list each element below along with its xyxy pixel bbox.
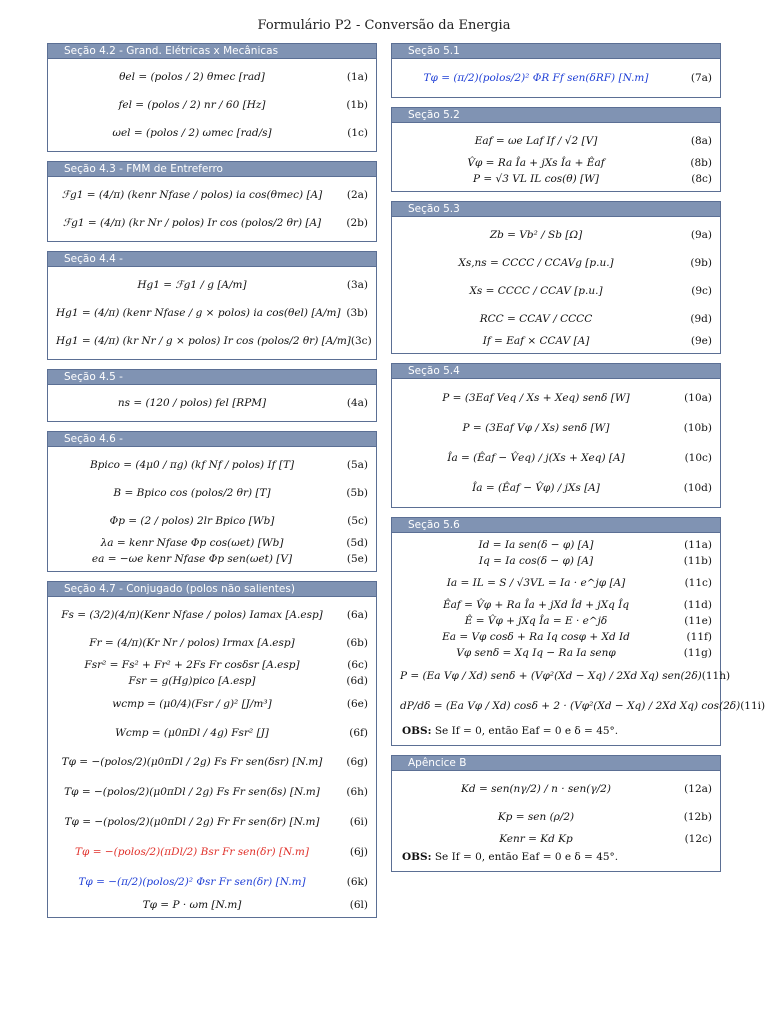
- section-header: Seção 4.4 -: [48, 252, 376, 267]
- equation-number: (11a): [684, 539, 712, 551]
- equation-number: (11c): [684, 577, 712, 589]
- equation-number: (10c): [684, 452, 712, 464]
- equation-row: [56, 271, 368, 299]
- equation-row: [400, 597, 712, 613]
- equation-row: [56, 689, 368, 719]
- equation-row: [56, 673, 368, 689]
- equation: Ea = Vφ cosδ + Ra Iq cosφ + Xd Id: [442, 631, 630, 643]
- equation-number: (9b): [690, 257, 712, 269]
- equation-row: [400, 553, 712, 569]
- equation: Xs,ns = CCCC / CCAVg [p.u.]: [458, 257, 614, 269]
- equation: Fr = (4/π)(Kr Nr / polos) Irmax [A.esp]: [89, 637, 295, 649]
- equation-row: [56, 897, 368, 913]
- equation-number: (11b): [683, 555, 712, 567]
- equation: Zb = Vb² / Sb [Ω]: [489, 229, 583, 241]
- section-header: Seção 5.3: [392, 202, 720, 217]
- equation-row: [56, 209, 368, 237]
- section-body: [392, 123, 720, 191]
- equation: P = (Ea Vφ / Xd) senδ + (Vφ²(Xd − Xq) / 2Xd Xq) sen(2δ): [400, 670, 702, 682]
- section-body: [392, 771, 720, 871]
- equation-row: [400, 155, 712, 171]
- equation: P = (3Eaf Vφ / Xs) senδ [W]: [462, 422, 610, 434]
- section-body: [48, 267, 376, 359]
- equation-number: (6k): [346, 876, 368, 888]
- equation: Bpico = (4μ0 / πg) (kf Nf / polos) If [T]: [89, 459, 295, 471]
- equation: ℱg1 = (4/π) (kenr Nfase / polos) ia cos(θmec) [A]: [61, 189, 323, 201]
- equation-number: (12a): [684, 783, 712, 795]
- equation: Tφ = −(polos/2)(μ0πDl / 2g) Fs Fr sen(δs) [N.m]: [64, 786, 320, 798]
- equation: Fsr = g(Hg)pico [A.esp]: [128, 675, 256, 687]
- equation: Tφ = −(polos/2)(μ0πDl / 2g) Fs Fr sen(δsr) [N.m]: [61, 756, 323, 768]
- equation-row: [400, 803, 712, 831]
- equation-number: (4a): [346, 397, 368, 409]
- equation: Tφ = −(polos/2)(μ0πDl / 2g) Fr Fr sen(δr) [N.m]: [64, 816, 320, 828]
- left-column: [47, 43, 377, 927]
- section-header: Seção 5.1: [392, 44, 720, 59]
- observation-note: [400, 847, 712, 867]
- equation-number: (5d): [346, 537, 368, 549]
- equation-row: [56, 837, 368, 867]
- equation: Iq = Ia cos(δ − φ) [A]: [478, 555, 594, 567]
- equation: Tφ = −(polos/2)(πDl/2) Bsr Fr sen(δr) [N.m]: [75, 846, 309, 858]
- observation-label: OBS:: [402, 851, 432, 863]
- section-header: Seção 4.2 - Grand. Elétricas x Mecânicas: [48, 44, 376, 59]
- equation-number: (2a): [346, 189, 368, 201]
- equation: V̂φ = Ra Îa + jXs Îa + Êaf: [467, 157, 605, 169]
- equation-row: [400, 277, 712, 305]
- equation: Tφ = −(π/2)(polos/2)² Φsr Fr sen(δr) [N.m]: [78, 876, 306, 888]
- equation: Tφ = P · ωm [N.m]: [142, 899, 242, 911]
- equation-row: [56, 777, 368, 807]
- equation: If = Eaf × CCAV [A]: [482, 335, 590, 347]
- equation-number: (6b): [346, 637, 368, 649]
- equation-row: [400, 305, 712, 333]
- equation-row: [56, 451, 368, 479]
- equation-row: [400, 537, 712, 553]
- equation-row: [56, 657, 368, 673]
- equation-row: [56, 507, 368, 535]
- section-body: [48, 59, 376, 151]
- equation: Kp = sen (ρ/2): [497, 811, 575, 823]
- formula-section: [391, 363, 721, 508]
- equation: ℱg1 = (4/π) (kr Nr / polos) Ir cos (polos/2 θr) [A]: [62, 217, 322, 229]
- observation-text: Se If = 0, então Eaf = 0 e δ = 45°.: [431, 725, 619, 737]
- equation-number: (6e): [346, 698, 368, 710]
- section-header: Apêncice B: [392, 756, 720, 771]
- section-body: [48, 177, 376, 241]
- equation-row: [400, 775, 712, 803]
- equation-number: (10a): [684, 392, 712, 404]
- formula-section: [47, 43, 377, 152]
- equation-row: [56, 629, 368, 657]
- equation-row: [400, 629, 712, 645]
- equation-number: (11i): [740, 700, 766, 712]
- equation-row: [56, 601, 368, 629]
- equation-number: (10b): [683, 422, 712, 434]
- equation-row: [56, 535, 368, 551]
- equation: Hg1 = ℱg1 / g [A/m]: [137, 279, 247, 291]
- equation: Fsr² = Fs² + Fr² + 2Fs Fr cosδsr [A.esp]: [84, 659, 300, 671]
- equation-row: [400, 221, 712, 249]
- equation-number: (12b): [683, 811, 712, 823]
- formula-section: [47, 581, 377, 918]
- equation-row: [56, 867, 368, 897]
- equation-row: [400, 645, 712, 661]
- formula-section: [391, 755, 721, 872]
- equation-row: [400, 127, 712, 155]
- section-body: [392, 533, 766, 745]
- equation-number: (1b): [346, 99, 368, 111]
- equation-row: [56, 181, 368, 209]
- equation: Xs = CCCC / CCAV [p.u.]: [469, 285, 603, 297]
- equation-number: (12c): [684, 833, 712, 845]
- equation: RCC = CCAV / CCCC: [479, 313, 593, 325]
- equation: Hg1 = (4/π) (kr Nr / g × polos) Ir cos (polos/2 θr) [A/m]: [56, 335, 351, 347]
- equation-number: (8b): [690, 157, 712, 169]
- equation: Ê = V̂φ + jXq Îa = E · e^jδ: [464, 615, 608, 627]
- equation-number: (8a): [690, 135, 712, 147]
- equation: Id = Ia sen(δ − φ) [A]: [478, 539, 594, 551]
- equation-number: (5b): [346, 487, 368, 499]
- equation-row: [400, 691, 766, 721]
- equation: θel = (polos / 2) θmec [rad]: [119, 71, 265, 83]
- equation-number: (6l): [349, 899, 368, 911]
- equation: Φp = (2 / polos) 2lr Bpico [Wb]: [109, 515, 275, 527]
- observation-note: [400, 721, 712, 741]
- equation-number: (6g): [346, 756, 368, 768]
- equation-row: [400, 661, 731, 691]
- equation-row: [400, 171, 712, 187]
- equation: Vφ senδ = Xq Iq − Ra Ia senφ: [456, 647, 616, 659]
- equation: dP/dδ = (Ea Vφ / Xd) cosδ + 2 · (Vφ²(Xd − Xq) / 2Xd Xq) cos(2δ): [400, 700, 741, 712]
- equation-number: (6f): [349, 727, 368, 739]
- section-body: [48, 447, 376, 571]
- page-title: Formulário P2 - Conversão da Energia: [257, 18, 511, 33]
- equation: Kenr = Kd Kp: [499, 833, 573, 845]
- equation: Wcmp = (μ0πDl / 4g) Fsr² [J]: [115, 727, 269, 739]
- section-body: [392, 379, 720, 507]
- equation-row: [56, 747, 368, 777]
- equation-number: (11h): [701, 670, 731, 682]
- equation-number: (6d): [346, 675, 368, 687]
- equation-number: (6c): [347, 659, 368, 671]
- right-column: [391, 43, 766, 881]
- equation-row: [400, 413, 712, 443]
- equation-row: [400, 333, 712, 349]
- equation-number: (6i): [349, 816, 368, 828]
- formula-section: [47, 251, 377, 360]
- equation-number: (3c): [350, 335, 372, 347]
- equation: Fs = (3/2)(4/π)(Kenr Nfase / polos) Iamax [A.esp]: [61, 609, 323, 621]
- equation-number: (11e): [684, 615, 712, 627]
- equation: P = √3 VL IL cos(θ) [W]: [472, 173, 600, 185]
- formula-section: [47, 431, 377, 572]
- section-header: Seção 5.4: [392, 364, 720, 379]
- equation-row: [56, 63, 368, 91]
- equation-row: [400, 569, 712, 597]
- section-body: [392, 59, 720, 97]
- formula-section: [391, 107, 721, 192]
- section-header: Seção 4.3 - FMM de Entreferro: [48, 162, 376, 177]
- equation: wcmp = (μ0/4)(Fsr / g)² [J/m³]: [112, 698, 272, 710]
- equation-number: (1a): [346, 71, 368, 83]
- equation: Hg1 = (4/π) (kenr Nfase / g × polos) ia cos(θel) [A/m]: [56, 307, 341, 319]
- equation-number: (5a): [346, 459, 368, 471]
- formula-section: [391, 517, 766, 746]
- observation-text: Se If = 0, então Eaf = 0 e δ = 45°.: [431, 851, 619, 863]
- equation-number: (5c): [347, 515, 368, 527]
- equation-number: (3b): [346, 307, 368, 319]
- equation: fel = (polos / 2) nr / 60 [Hz]: [118, 99, 266, 111]
- equation-number: (5e): [346, 553, 368, 565]
- formula-section: [391, 201, 721, 354]
- equation: Eaf = ωe Laf If / √2 [V]: [474, 135, 598, 147]
- equation-row: [56, 119, 368, 147]
- formula-section: [391, 43, 721, 98]
- equation-number: (9a): [690, 229, 712, 241]
- equation-row: [56, 551, 368, 567]
- equation-row: [56, 479, 368, 507]
- equation: B = Bpico cos (polos/2 θr) [T]: [113, 487, 271, 499]
- section-body: [48, 385, 376, 421]
- equation-number: (9c): [691, 285, 712, 297]
- equation-row: [400, 613, 712, 629]
- equation-row: [56, 299, 368, 327]
- formula-section: [47, 369, 377, 422]
- equation-number: (7a): [690, 72, 712, 84]
- equation: Îa = (Êaf − V̂φ) / jXs [A]: [472, 482, 600, 494]
- section-header: Seção 5.2: [392, 108, 720, 123]
- section-header: Seção 4.7 - Conjugado (polos não salientes): [48, 582, 376, 597]
- equation: ωel = (polos / 2) ωmec [rad/s]: [112, 127, 272, 139]
- formula-section: [47, 161, 377, 242]
- equation: ea = −ωe kenr Nfase Φp sen(ωet) [V]: [91, 553, 293, 565]
- section-body: [48, 597, 376, 917]
- equation-row: [56, 91, 368, 119]
- equation-row: [56, 327, 372, 355]
- equation-number: (2b): [346, 217, 368, 229]
- equation-row: [56, 389, 368, 417]
- section-body: [392, 217, 720, 353]
- equation: Êaf = V̂φ + Ra Îa + jXd Îd + jXq Îq: [442, 599, 630, 611]
- equation-row: [400, 63, 712, 93]
- equation-row: [400, 473, 712, 503]
- section-header: Seção 4.6 -: [48, 432, 376, 447]
- equation-number: (11f): [686, 631, 712, 643]
- equation-number: (8c): [691, 173, 712, 185]
- equation: ns = (120 / polos) fel [RPM]: [117, 397, 267, 409]
- section-header: Seção 5.6: [392, 518, 720, 533]
- equation-number: (9e): [690, 335, 712, 347]
- equation-row: [56, 719, 368, 747]
- equation-number: (6h): [346, 786, 368, 798]
- equation-row: [56, 807, 368, 837]
- equation: Kd = sen(nγ/2) / n · sen(γ/2): [461, 783, 611, 795]
- equation-number: (6j): [349, 846, 368, 858]
- equation-number: (1c): [347, 127, 368, 139]
- equation-row: [400, 443, 712, 473]
- equation-row: [400, 383, 712, 413]
- observation-label: OBS:: [402, 725, 432, 737]
- equation: Îa = (Êaf − V̂eq) / j(Xs + Xeq) [A]: [447, 452, 625, 464]
- equation-number: (10d): [683, 482, 712, 494]
- equation-number: (11g): [683, 647, 712, 659]
- equation-row: [400, 831, 712, 847]
- equation-row: [400, 249, 712, 277]
- section-header: Seção 4.5 -: [48, 370, 376, 385]
- equation: Tφ = (π/2)(polos/2)² ΦR Ff sen(δRF) [N.m]: [423, 72, 649, 84]
- equation-number: (6a): [346, 609, 368, 621]
- equation-number: (9d): [690, 313, 712, 325]
- equation: λa = kenr Nfase Φp cos(ωet) [Wb]: [100, 537, 284, 549]
- equation-number: (11d): [683, 599, 712, 611]
- equation: Ia = IL = S / √3VL = Ia · e^jφ [A]: [446, 577, 626, 589]
- equation-number: (3a): [346, 279, 368, 291]
- equation: P = (3Eaf Veq / Xs + Xeq) senδ [W]: [442, 392, 630, 404]
